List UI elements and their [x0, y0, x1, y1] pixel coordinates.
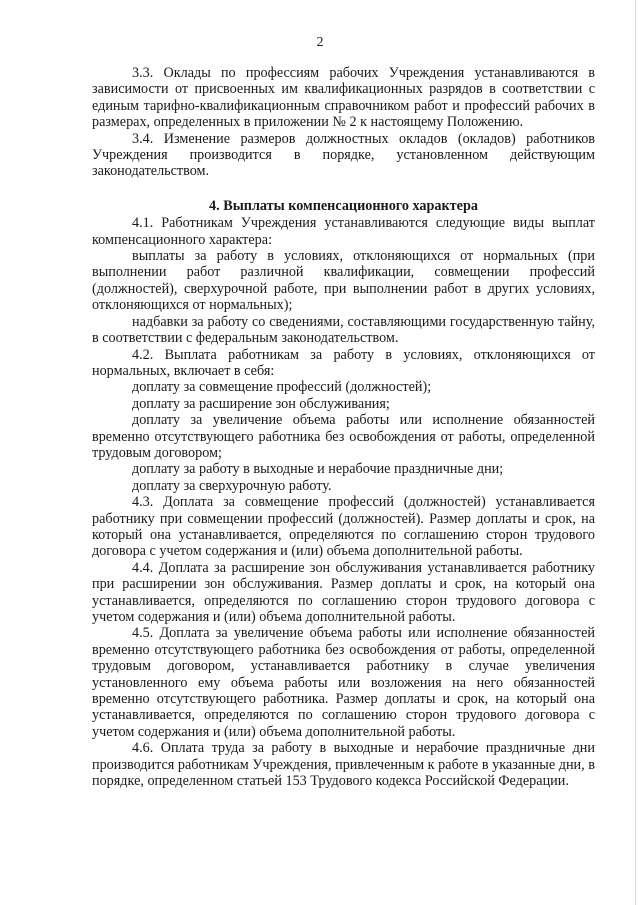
paragraph-4-1: 4.1. Работникам Учреждения устанавливаются следующие виды выплат компенсационного характера:: [92, 215, 595, 248]
list-item: доплату за расширение зон обслуживания;: [132, 395, 390, 412]
scan-edge-divider: [635, 0, 636, 905]
page-number: 2: [316, 35, 324, 50]
list-item: надбавки за работу со сведениями, составляющими государственную тайну, в соответствии с федеральным законодательством.: [92, 313, 595, 347]
paragraph-4-2: 4.2. Выплата работникам за работу в условиях, отклоняющихся от нормальных, включает в себя:: [92, 346, 595, 379]
section-4-heading: 4. Выплаты компенсационного характера: [209, 197, 478, 214]
paragraph-4-6: 4.6. Оплата труда за работу в выходные и нерабочие праздничные дни производится работникам Учреждения, привлеченным к работе в указанные дни, в порядке, определенном статьей 153 Трудового кодекса Российской Федерации.: [92, 740, 595, 790]
document-body: [92, 65, 595, 789]
paragraph-4-4: 4.4. Доплата за расширение зон обслуживания устанавливается работнику при расширении зон обслуживания. Размер доплаты и срок, на который она устанавливается, определяются по соглашению сторон трудового договора с учетом содержания и (или) объема дополнительной работы.: [92, 559, 595, 625]
list-item: доплату за увеличение объема работы или исполнение обязанностей временно отсутствующего работника без освобождения от работы, определенной трудовым договором;: [92, 412, 595, 461]
list-item: доплату за совмещение профессий (должностей);: [132, 379, 432, 396]
paragraph-4-5: 4.5. Доплата за увеличение объема работы или исполнение обязанностей временно отсутствующего работника без освобождения от работы, определенной трудовым договором, устанавливается работнику в случае увеличения установленного ему объема работы или возложения на него обязанностей временно отсутствующего работника. Размер доплаты и срок, на который она устанавливается, определяются по соглашению сторон трудового договора с учетом содержания и (или) объема дополнительной работы.: [92, 625, 595, 740]
paragraph-4-3: 4.3. Доплата за совмещение профессий (должностей) устанавливается работнику при совмещении профессий (должностей). Размер доплаты и срок, на который она устанавливается, определяются по соглашению сторон трудового договора с учетом содержания и (или) объема дополнительной работы.: [92, 494, 595, 560]
paragraph-3-4: 3.4. Изменение размеров должностных окладов (окладов) работников Учреждения производится в порядке, установленном действующим законодательством.: [92, 130, 595, 180]
list-item: выплаты за работу в условиях, отклоняющихся от нормальных (при выполнении работ различной квалификации, совмещении профессий (должностей), сверхурочной работе, при выполнении работ в других условиях, отклоняющихся от нормальных);: [92, 248, 595, 314]
paragraph-3-3: 3.3. Оклады по профессиям рабочих Учреждения устанавливаются в зависимости от присвоенных им квалификационных разрядов в соответствии с единым тарифно-квалификационным справочником работ и профессий рабочих в размерах, определенных в приложении № 2 к настоящему Положению.: [92, 65, 595, 131]
list-item: доплату за сверхурочную работу.: [132, 477, 332, 494]
list-item: доплату за работу в выходные и нерабочие праздничные дни;: [132, 461, 504, 478]
